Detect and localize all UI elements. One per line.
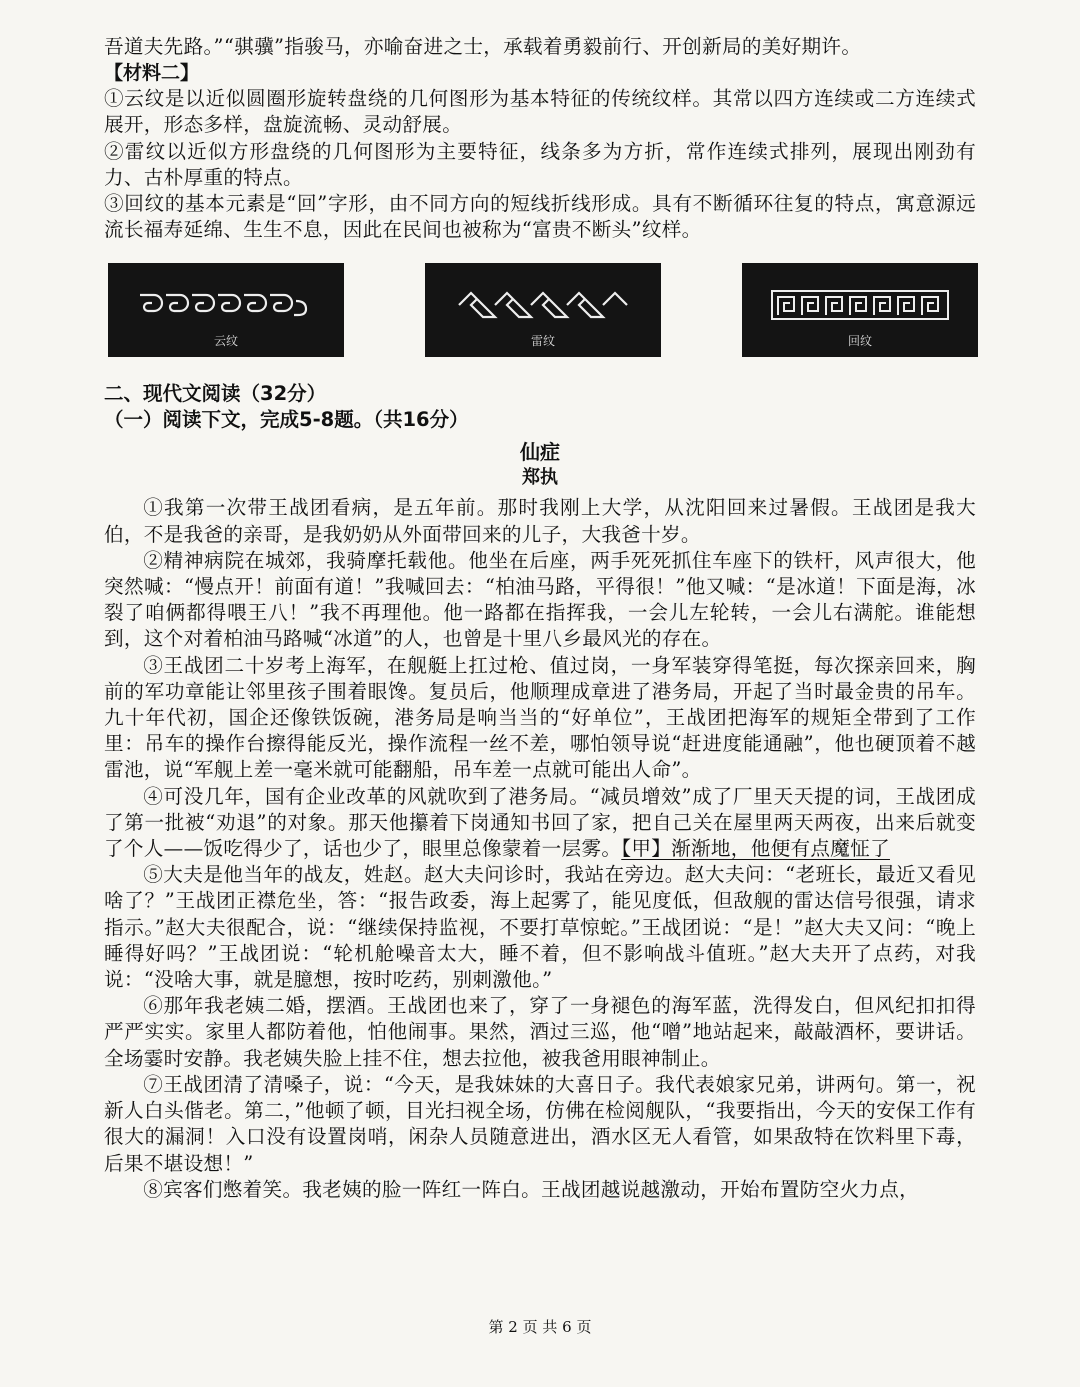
story-paragraph-3: ③王战团二十岁考上海军，在舰艇上扛过枪、值过岗，一身军装穿得笔挺，每次探亲回来，胸前的军功章能让邻里孩子围着眼馋。复员后，他顺理成章进了港务局，开起了当时最金贵的吊车。九十年代初，国企还像铁饭碗，港务局是响当当的“好单位”，王战团把海军的规矩全带到了工作里：吊车的操作台擦得能反光，操作流程一丝不差，哪怕领导说“赶进度能通融”，他也硬顶着不越雷池，说“军舰上差一毫米就可能翻船，吊车差一点就可能出人命”。 bbox=[104, 653, 976, 782]
cloud-pattern-icon bbox=[136, 287, 316, 323]
thunder-pattern-caption: 雷纹 bbox=[530, 334, 555, 349]
story-paragraph-1: ①我第一次带王战团看病，是五年前。那时我刚上大学，从沈阳回来过暑假。王战团是我大伯，不是我爸的亲哥，是我奶奶从外面带回来的儿子，大我爸十岁。 bbox=[104, 496, 976, 546]
story-paragraph-2: ②精神病院在城郊，我骑摩托载他。他坐在后座，两手死死抓住车座下的铁杆，风声很大，他突然喊：“慢点开！前面有道！”我喊回去：“柏油马路，平得很！”他又喊：“是冰道！下面是海，冰裂了咱俩都得喂王八！”我不再理他。他一路都在指挥我，一会儿左轮转，一会儿右满舵。谁能想到，这个对着柏油马路喊“冰道”的人，也曾是十里八乡最风光的存在。 bbox=[104, 548, 976, 651]
material2-item-3: ③回纹的基本元素是“回”字形，由不同方向的短线折线形成。具有不断循环往复的特点，寓意源远流长福寿延绵、生生不息，因此在民间也被称为“富贵不断头”纹样。 bbox=[104, 192, 976, 242]
story-paragraph-5: ⑤大夫是他当年的战友，姓赵。赵大夫问诊时，我站在旁边。赵大夫问：“老班长，最近又看见啥了？”王战团正襟危坐，答：“报告政委，海上起雾了，能见度低，但敌舰的雷达信号很强，请求指示。”赵大夫很配合，说：“继续保持监视，不要打草惊蛇。”王战团说：“是！”赵大夫又问：“晚上睡得好吗？”王战团说：“轮机舱噪音太大，睡不着，但不影响战斗值班。”赵大夫开了点药，对我说：“没啥大事，就是臆想，按时吃药，别刺激他。” bbox=[104, 863, 976, 992]
thunder-pattern-icon bbox=[453, 287, 633, 323]
material2-item-1: ①云纹是以近似圆圈形旋转盘绕的几何图形为基本特征的传统纹样。其常以四方连续或二方连续式展开，形态多样，盘旋流畅、灵动舒展。 bbox=[104, 87, 976, 137]
story-title: 仙症 bbox=[520, 440, 560, 465]
story-author: 郑执 bbox=[522, 467, 558, 489]
story-paragraph-8: ⑧宾客们憋着笑。我老姨的脸一阵红一阵白。王战团越说越激动，开始布置防空火力点， bbox=[143, 1177, 920, 1201]
story-paragraph-7: ⑦王战团清了清嗓子，说：“今天，是我妹妹的大喜日子。我代表娘家兄弟，讲两句。第一，祝新人白头偕老。第二，”他顿了顿，目光扫视全场，仿佛在检阅舰队，“我要指出，今天的安保工作有很大的漏洞！入口没有设置岗哨，闲杂人员随意进出，酒水区无人看管，如果敌特在饮料里下毒，后果不堪设想！” bbox=[104, 1072, 976, 1175]
cloud-pattern-caption: 云纹 bbox=[213, 334, 238, 349]
story-paragraph-4 bbox=[104, 784, 976, 863]
material2-label: 【材料二】 bbox=[104, 62, 200, 85]
thunder-pattern-image bbox=[425, 263, 661, 357]
section2-heading: 二、现代文阅读（32分） bbox=[104, 382, 327, 406]
story-paragraph-6: ⑥那年我老姨二婚，摆酒。王战团也来了，穿了一身褪色的海军蓝，洗得发白，但风纪扣扣得严严实实。家里人都防着他，怕他闹事。果然，酒过三巡，他“噌”地站起来，敲敲酒杯，要讲话。全场霎时安静。我老姨失脸上挂不住，想去拉他，被我爸用眼神制止。 bbox=[104, 994, 976, 1070]
marked-sentence-jia: 【甲】渐渐地，他便有点魔怔了 bbox=[621, 837, 890, 861]
story-paragraph-4-text: ④可没几年，国有企业改革的风就吹到了港务局。“减员增效”成了厂里天天提的词，王战团成了第一批被“劝退”的对象。那天他攥着下岗通知书回了家，把自己关在屋里两天两夜，出来后就变了个人——饭吃得少了，话也少了，眼里总像蒙着一层雾。 bbox=[104, 784, 976, 861]
cloud-pattern-image bbox=[108, 263, 344, 357]
intro-line: 吾道夫先路。”“骐骥”指骏马，亦喻奋进之士，承载着勇毅前行、开创新局的美好期许。 bbox=[104, 35, 862, 58]
hui-pattern-caption: 回纹 bbox=[847, 334, 872, 349]
material2-item-2: ②雷纹以近似方形盘绕的几何图形为主要特征，线条多为方折，常作连续式排列，展现出刚劲有力、古朴厚重的特点。 bbox=[104, 139, 976, 189]
hui-pattern-image bbox=[742, 263, 978, 357]
page-footer: 第 2 页 共 6 页 bbox=[488, 1318, 592, 1336]
pattern-images bbox=[108, 263, 978, 357]
hui-pattern-icon bbox=[770, 287, 950, 323]
section2-part1: （一）阅读下文，完成5-8题。（共16分） bbox=[104, 408, 469, 432]
